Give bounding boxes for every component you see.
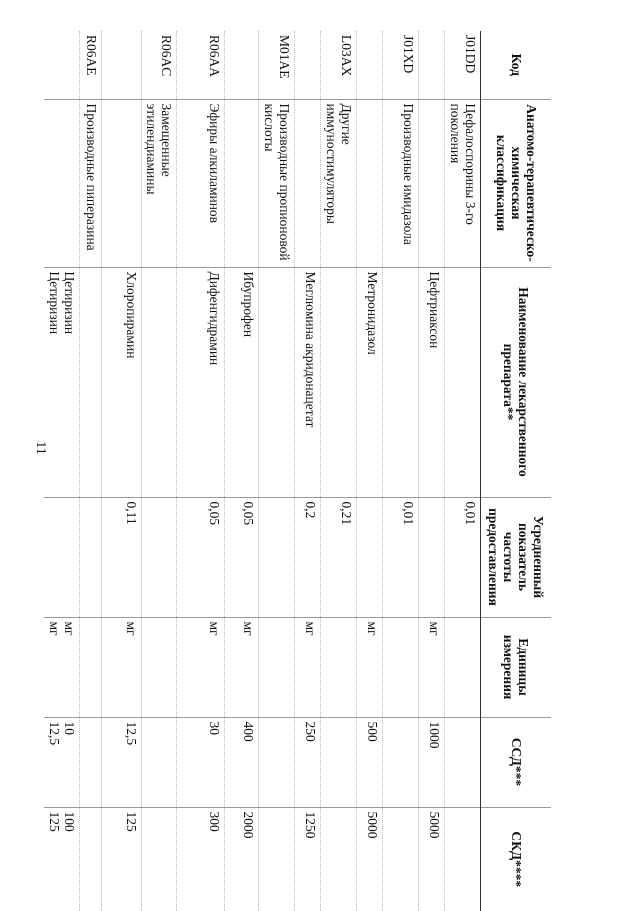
cell-ssd: 1000 <box>419 717 445 807</box>
table-row <box>383 31 419 911</box>
drug-table <box>44 31 551 911</box>
cell-code: L03AX <box>321 31 357 99</box>
cell-skd <box>321 807 357 911</box>
cell-drug <box>321 267 357 497</box>
cell-ssd <box>321 717 357 807</box>
header-drug: Наименование лекарственного препарата** <box>481 267 551 497</box>
cell-drug <box>259 267 295 497</box>
cell-ssd-line: 12,5 <box>47 721 63 746</box>
table-row <box>295 31 321 911</box>
table-row <box>142 31 177 911</box>
cell-frequency <box>259 497 295 617</box>
cell-skd: 1250 <box>295 807 321 911</box>
cell-ssd-line: 10 <box>62 721 78 735</box>
cell-atc <box>225 99 259 267</box>
table-row <box>102 31 142 911</box>
cell-ssd: 500 <box>357 717 383 807</box>
cell-unit: мг <box>357 617 383 717</box>
cell-atc: Замещенные этилендиамины <box>142 99 177 267</box>
cell-frequency: 0,2 <box>295 497 321 617</box>
table-row <box>225 31 259 911</box>
cell-frequency <box>80 497 102 617</box>
cell-code <box>44 31 80 99</box>
cell-frequency <box>357 497 383 617</box>
table-row <box>357 31 383 911</box>
cell-skd <box>44 807 80 911</box>
cell-skd <box>142 807 177 911</box>
cell-ssd <box>44 717 80 807</box>
table-row <box>321 31 357 911</box>
cell-code: R06AC <box>142 31 177 99</box>
cell-unit <box>142 617 177 717</box>
cell-ssd <box>445 717 481 807</box>
cell-frequency: 0,05 <box>177 497 225 617</box>
cell-code: J01DD <box>445 31 481 99</box>
cell-atc <box>357 99 383 267</box>
cell-unit <box>80 617 102 717</box>
cell-drug: Метронидазол <box>357 267 383 497</box>
cell-frequency <box>419 497 445 617</box>
cell-atc: Производные пропионовой кислоты <box>259 99 295 267</box>
header-skd: СКД**** <box>481 807 551 911</box>
cell-code <box>295 31 321 99</box>
cell-code <box>102 31 142 99</box>
cell-unit <box>259 617 295 717</box>
cell-drug <box>80 267 102 497</box>
cell-frequency <box>44 497 80 617</box>
cell-unit <box>445 617 481 717</box>
cell-drug <box>445 267 481 497</box>
cell-ssd <box>142 717 177 807</box>
cell-atc <box>295 99 321 267</box>
table-row <box>419 31 445 911</box>
cell-skd <box>383 807 419 911</box>
cell-ssd <box>80 717 102 807</box>
cell-skd: 5000 <box>357 807 383 911</box>
table-row <box>445 31 481 911</box>
cell-code <box>419 31 445 99</box>
cell-ssd: 250 <box>295 717 321 807</box>
cell-code: R06AA <box>177 31 225 99</box>
cell-skd-line: 100 <box>62 811 78 832</box>
cell-ssd <box>259 717 295 807</box>
cell-frequency: 0,11 <box>102 497 142 617</box>
cell-ssd: 30 <box>177 717 225 807</box>
cell-unit: мг <box>419 617 445 717</box>
cell-frequency: 0,01 <box>445 497 481 617</box>
page-number: 11 <box>33 441 48 455</box>
cell-code: R06AE <box>80 31 102 99</box>
cell-unit: мг <box>102 617 142 717</box>
cell-atc <box>44 99 80 267</box>
cell-unit-line: мг <box>62 621 78 636</box>
cell-ssd <box>383 717 419 807</box>
cell-skd: 300 <box>177 807 225 911</box>
cell-frequency: 0,21 <box>321 497 357 617</box>
cell-atc: Другие иммуностимуляторы <box>321 99 357 267</box>
cell-skd-line: 125 <box>47 811 63 832</box>
cell-frequency: 0,01 <box>383 497 419 617</box>
table-header-row <box>481 31 551 911</box>
cell-drug: Меглюмина акридонацетат <box>295 267 321 497</box>
cell-skd: 2000 <box>225 807 259 911</box>
cell-drug <box>44 267 80 497</box>
table-body <box>44 31 481 911</box>
cell-unit: мг <box>295 617 321 717</box>
cell-frequency <box>142 497 177 617</box>
header-unit: Единицы измерения <box>481 617 551 717</box>
cell-atc: Производные пиперазина <box>80 99 102 267</box>
cell-unit <box>321 617 357 717</box>
rotated-table-container <box>47 31 551 911</box>
cell-atc <box>419 99 445 267</box>
cell-drug-line: Цетиризин <box>62 271 78 335</box>
cell-code <box>225 31 259 99</box>
cell-unit: мг <box>177 617 225 717</box>
cell-drug-line: Цетиризин <box>47 271 63 335</box>
cell-drug: Дифенгидрамин <box>177 267 225 497</box>
cell-skd: 125 <box>102 807 142 911</box>
cell-unit-line: мг <box>47 621 63 636</box>
cell-skd <box>80 807 102 911</box>
header-frequency: Усредненный показатель частоты предоставления <box>481 497 551 617</box>
cell-skd: 5000 <box>419 807 445 911</box>
cell-atc <box>102 99 142 267</box>
cell-ssd: 400 <box>225 717 259 807</box>
table-row <box>80 31 102 911</box>
table-row <box>44 31 80 911</box>
table-row <box>177 31 225 911</box>
header-atc: Анатомо-терапевтическо-химическая классификация <box>481 99 551 267</box>
cell-drug: Ибупрофен <box>225 267 259 497</box>
cell-unit <box>44 617 80 717</box>
cell-skd <box>445 807 481 911</box>
table-row <box>259 31 295 911</box>
cell-unit: мг <box>225 617 259 717</box>
cell-frequency: 0,05 <box>225 497 259 617</box>
cell-unit <box>383 617 419 717</box>
cell-code: J01XD <box>383 31 419 99</box>
cell-drug: Хлоропирамин <box>102 267 142 497</box>
header-ssd: ССД*** <box>481 717 551 807</box>
cell-ssd: 12,5 <box>102 717 142 807</box>
cell-drug <box>142 267 177 497</box>
header-code: Код <box>481 31 551 99</box>
cell-drug: Цефтриаксон <box>419 267 445 497</box>
cell-code <box>357 31 383 99</box>
cell-skd <box>259 807 295 911</box>
cell-atc: Производные имидазола <box>383 99 419 267</box>
cell-drug <box>383 267 419 497</box>
cell-code: M01AE <box>259 31 295 99</box>
cell-atc: Цефалоспорины 3-го поколения <box>445 99 481 267</box>
cell-atc: Эфиры алкиламинов <box>177 99 225 267</box>
